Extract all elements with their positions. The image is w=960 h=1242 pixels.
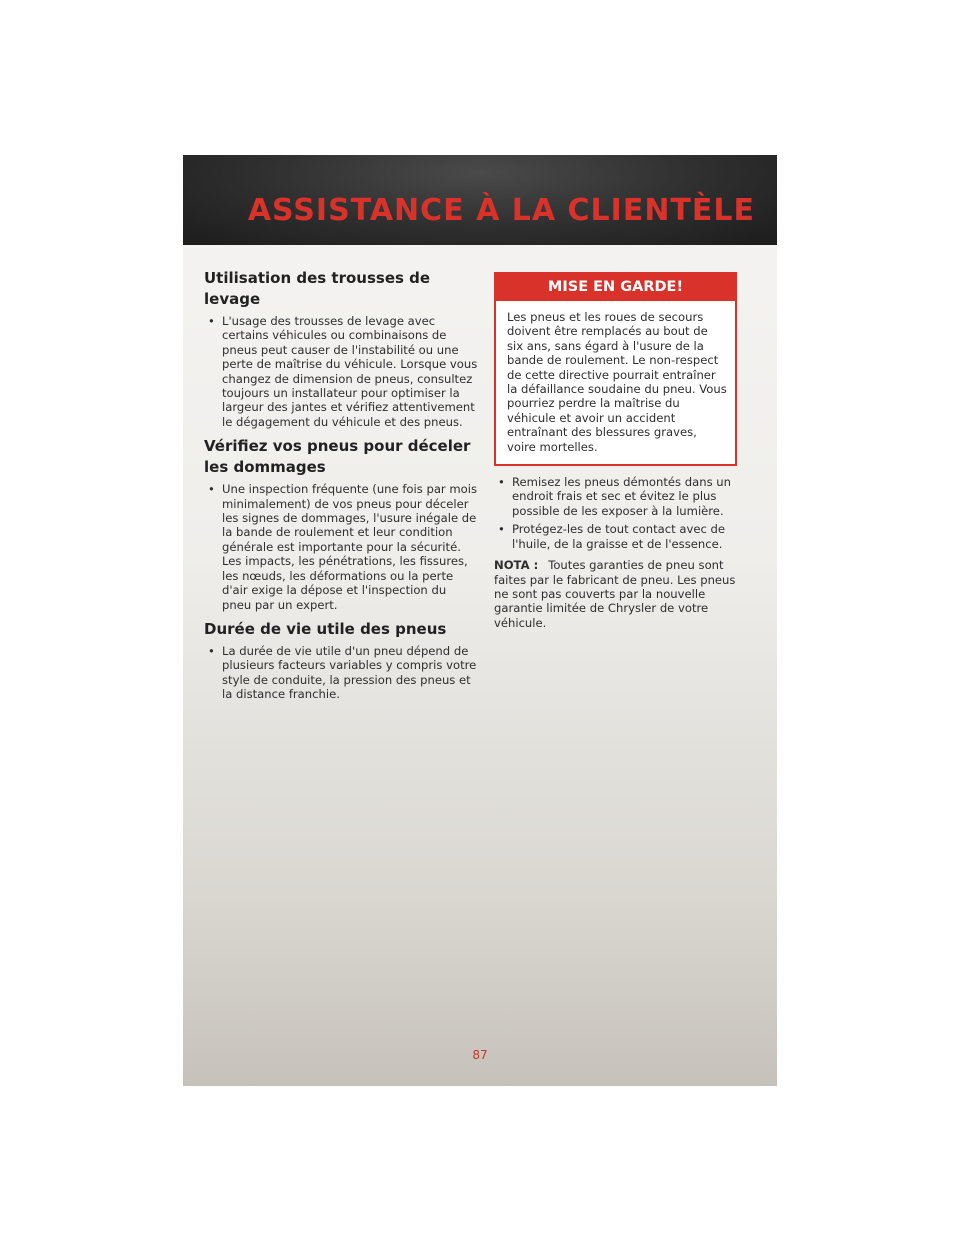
warning-box — [494, 272, 737, 466]
check-tires-list — [204, 482, 478, 612]
tire-life-list — [204, 644, 478, 702]
lift-kits-list — [204, 314, 478, 429]
list-item: • Remisez les pneus démontés dans un endroit frais et sec et évitez le plus possible de les exposer à la lumière. — [494, 475, 737, 518]
note-label: NOTA : — [494, 558, 539, 573]
section-heading-tire-life: Durée de vie utile des pneus — [204, 619, 447, 638]
manual-page — [183, 155, 777, 1086]
list-item: • Protégez-les de tout contact avec de l'huile, de la graisse et de l'essence. — [494, 522, 737, 551]
page-number: 87 — [472, 1048, 488, 1062]
list-item: • L'usage des trousses de levage avec certains véhicules ou combinaisons de pneus peut causer de l'instabilité ou une perte de maîtrise du véhicule. Lorsque vous changez de dimension de pneus, consultez toujours un installateur pour optimiser la largeur des jantes et vérifiez attentivement le dégagement du véhicule et des pneus. — [204, 314, 478, 429]
list-item: • Une inspection fréquente (une fois par mois minimalement) de vos pneus pour déceler les signes de dommages, l'usure inégale de la bande de roulement et leur condition générale est importante pour la sécurité. Les impacts, les pénétrations, les fissures, les nœuds, les déformations ou la perte d'air exige la dépose et l'inspection du pneu par un expert. — [204, 482, 478, 612]
chapter-title: ASSISTANCE À LA CLIENTÈLE — [247, 193, 755, 228]
warning-title: MISE EN GARDE! — [496, 274, 735, 301]
warning-text: Les pneus et les roues de secours doivent être remplacés au bout de six ans, sans égard à l'usure de la bande de roulement. Le non-respect de cette directive pourrait entraîner la défaillance soudaine du pneu. Vous pourriez perdre la maîtrise du véhicule et avoir un accident entraînant des blessures graves, voire mortelles. — [507, 310, 727, 454]
list-item: • La durée de vie utile d'un pneu dépend de plusieurs facteurs variables y compris votre style de conduite, la pression des pneus et la distance franchie. — [204, 644, 478, 702]
chapter-header — [183, 155, 777, 245]
section-heading-check-tires: Vérifiez vos pneus pour déceler les dommages — [204, 437, 471, 477]
section-heading-lift-kits: Utilisation des trousses de levage — [204, 269, 431, 308]
right-column — [494, 272, 737, 630]
storage-list — [494, 475, 737, 551]
note-text: Toutes garanties de pneu sont faites par le fabricant de pneu. Les pneus ne sont pas couverts par la nouvelle garantie limitée de Chrysler de votre véhicule. — [494, 558, 736, 630]
left-column — [204, 268, 478, 709]
note-paragraph — [494, 558, 737, 630]
